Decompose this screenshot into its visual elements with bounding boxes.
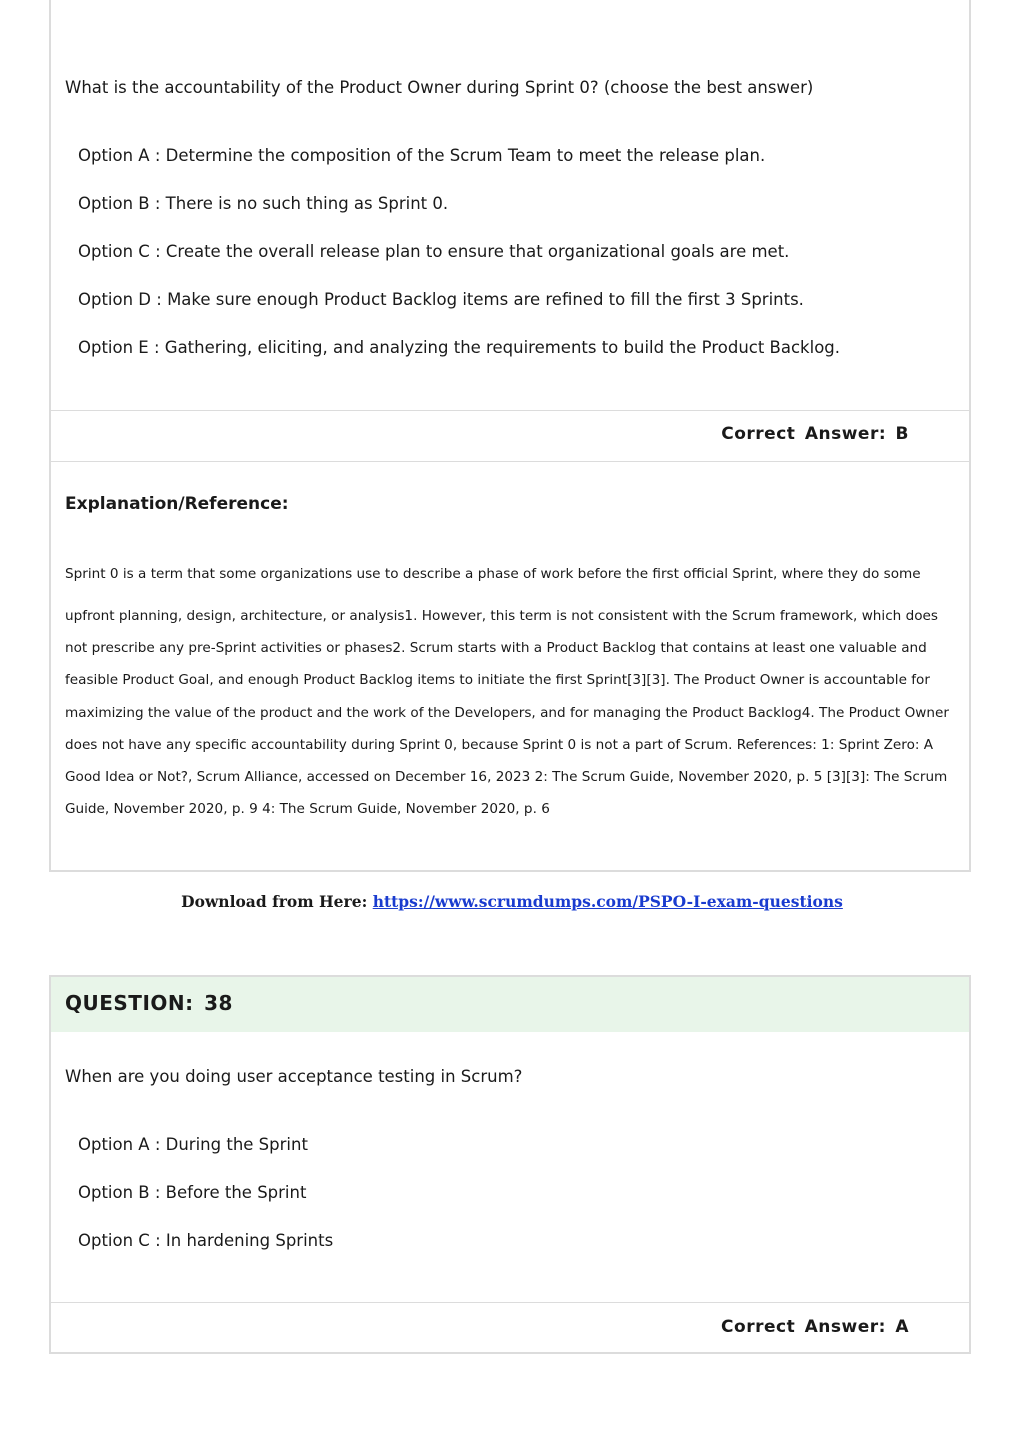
- question-card-38: [49, 975, 971, 1354]
- option-a[interactable]: Option A : During the Sprint: [78, 1135, 308, 1154]
- download-label: Download from Here:: [181, 892, 368, 911]
- answer-divider-top: [51, 1302, 969, 1303]
- download-link[interactable]: https://www.scrumdumps.com/PSPO-I-exam-questions: [372, 892, 843, 911]
- download-line: [0, 892, 1024, 911]
- correct-answer: Correct Answer: A: [721, 1317, 909, 1337]
- question-text: When are you doing user acceptance testing in Scrum?: [65, 1067, 523, 1086]
- explanation-body-text: upfront planning, design, architecture, or analysis1. However, this term is not consistent with the Scrum framework, which does not prescribe any pre-Sprint activities or phases2. Scrum starts with a Product Backlog that contains at least one valuable and feasible Product Goal, and enough Product Backlog items to initiate the first Sprint[3][3]. The Product Owner is accountable for maximizing the value of the product and the work of the Developers, and for managing the Product Backlog4. The Product Owner does not have any specific accountability during Sprint 0, because Sprint 0 is not a part of Scrum. References: 1: Sprint Zero: A Good Idea or Not?, Scrum Alliance, accessed on December 16, 2023 2: The Scrum Guide, November 2020, p. 5 [3][3]: The Scrum Guide, November 2020, p. 9 4: The Scrum Guide, November 2020, p. 6: [65, 608, 949, 818]
- explanation-first-line: [65, 558, 960, 590]
- correct-answer: Correct Answer: B: [721, 424, 909, 444]
- question-number: QUESTION: 38: [65, 991, 233, 1015]
- question-header: [51, 977, 969, 1032]
- explanation-heading: Explanation/Reference:: [65, 494, 289, 514]
- answer-divider-top: [51, 410, 969, 411]
- option-a[interactable]: Option A : Determine the composition of the Scrum Team to meet the release plan.: [78, 146, 766, 165]
- explanation-body: [65, 600, 960, 825]
- question-text: What is the accountability of the Product Owner during Sprint 0? (choose the best answer): [65, 78, 814, 97]
- answer-divider-bottom: [51, 461, 969, 462]
- option-d[interactable]: Option D : Make sure enough Product Backlog items are refined to fill the first 3 Sprints.: [78, 290, 804, 309]
- option-b[interactable]: Option B : There is no such thing as Sprint 0.: [78, 194, 449, 213]
- option-e[interactable]: Option E : Gathering, eliciting, and analyzing the requirements to build the Product Backlog.: [78, 338, 841, 357]
- option-c[interactable]: Option C : In hardening Sprints: [78, 1231, 334, 1250]
- option-c[interactable]: Option C : Create the overall release plan to ensure that organizational goals are met.: [78, 242, 790, 261]
- question-card-37: [49, 0, 971, 872]
- explanation-first-line-text: Sprint 0 is a term that some organizations use to describe a phase of work before the first official Sprint, where they do some: [65, 566, 921, 582]
- option-b[interactable]: Option B : Before the Sprint: [78, 1183, 307, 1202]
